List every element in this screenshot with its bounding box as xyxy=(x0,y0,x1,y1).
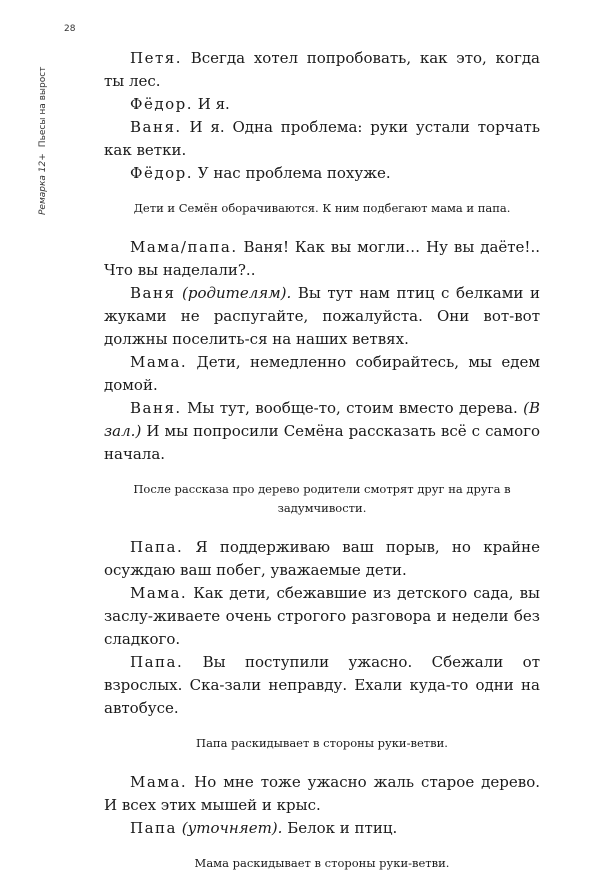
dialogue-line xyxy=(104,817,540,840)
dialogue-line xyxy=(104,162,540,185)
dialogue-line xyxy=(104,351,540,397)
running-head-series: Ремарка 12+ xyxy=(38,153,48,215)
dialogue-line xyxy=(104,771,540,817)
speaker-name: Мама/папа. xyxy=(130,238,238,256)
speech-text: У нас проблема похуже. xyxy=(192,164,391,182)
stage-direction: Мама раскидывает в стороны руки-ветви. xyxy=(194,856,450,870)
speaker-name: Фёдор. xyxy=(130,95,193,113)
speaker-name: Ваня. xyxy=(130,399,182,417)
speech-text: Но мне тоже ужасно жаль старое дерево. И всех этих мышей и крыс. xyxy=(104,773,540,814)
speaker-note: (родителям). xyxy=(182,284,292,302)
dialogue-line xyxy=(104,282,540,351)
speaker-name: Ваня. xyxy=(130,118,182,136)
dialogue-line xyxy=(104,93,540,116)
dialogue-line xyxy=(104,47,540,93)
dialogue-line xyxy=(104,582,540,651)
speech-text: Белок и птиц. xyxy=(282,819,398,837)
play-text xyxy=(104,47,540,873)
running-head xyxy=(38,67,48,215)
speech-text: Мы тут, вообще-то, стоим вместо дерева. xyxy=(181,399,524,417)
dialogue-line xyxy=(104,236,540,282)
dialogue-line xyxy=(104,651,540,720)
stage-direction: После рассказа про дерево родители смотрят друг на друга в задумчивости. xyxy=(133,482,511,515)
speaker-name: Папа. xyxy=(130,653,184,671)
page-number: 28 xyxy=(64,24,76,34)
stage-direction: Папа раскидывает в стороны руки-ветви. xyxy=(196,736,448,750)
speech-text: Вы тут нам птиц с белками и жуками не распугайте, пожалуйста. Они вот-вот должны поселить-ся на наших ветвях. xyxy=(104,284,540,348)
speech-text: Вы поступили ужасно. Сбежали от взрослых. Ска-зали неправду. Ехали куда-то одни на автобусе. xyxy=(104,653,540,717)
speech-text: Как дети, сбежавшие из детского сада, вы заслу-живаете очень строгого разговора и недели без сладкого. xyxy=(104,584,540,648)
dialogue-line xyxy=(104,536,540,582)
speaker-name: Мама. xyxy=(130,584,188,602)
speaker-name: Мама. xyxy=(130,773,188,791)
speaker-note: (уточняет). xyxy=(181,819,283,837)
stage-direction: Дети и Семён оборачиваются. К ним подбегают мама и папа. xyxy=(133,201,511,215)
dialogue-line xyxy=(104,397,540,466)
running-head-title: Пьесы на вырост xyxy=(38,66,48,148)
speaker-name: Папа xyxy=(130,819,177,837)
speech-text: Я поддерживаю ваш порыв, но крайне осуждаю ваш побег, уважаемые дети. xyxy=(104,538,540,579)
speaker-name: Фёдор. xyxy=(130,164,193,182)
speech-text: Ваня! Как вы могли… Ну вы даёте!.. Что вы наделали?.. xyxy=(104,238,540,279)
speech-text: Дети, немедленно собирайтесь, мы едем домой. xyxy=(104,353,540,394)
speaker-name: Папа. xyxy=(130,538,184,556)
speaker-name: Петя. xyxy=(130,49,182,67)
speech-text: И я. xyxy=(192,95,230,113)
speech-text: И я. Одна проблема: руки устали торчать как ветки. xyxy=(104,118,540,159)
speech-text-continued: И мы попросили Семёна рассказать всё с самого начала. xyxy=(104,422,540,463)
speaker-name: Ваня xyxy=(130,284,176,302)
speech-text: Всегда хотел попробовать, как это, когда ты лес. xyxy=(104,49,540,90)
speaker-name: Мама. xyxy=(130,353,188,371)
dialogue-line xyxy=(104,116,540,162)
aside-note: (В зал.) xyxy=(104,399,540,440)
